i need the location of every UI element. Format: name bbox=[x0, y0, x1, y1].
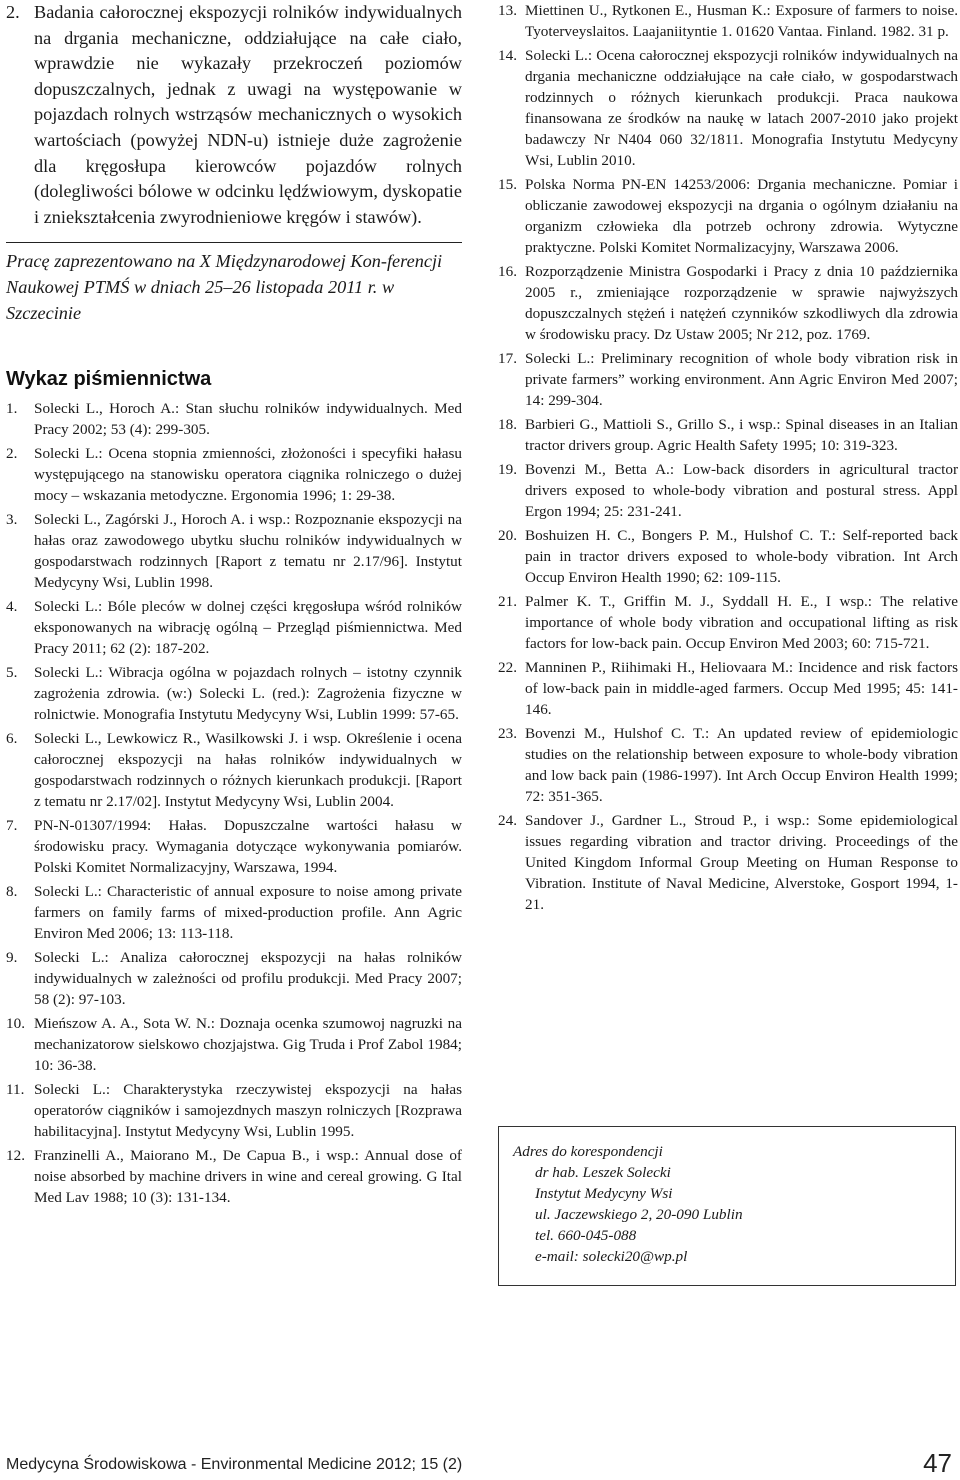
reference-item bbox=[498, 459, 958, 522]
reference-text: Manninen P., Riihimaki H., Heliovaara M.: Incidence and risk factors of low-back pain in middle-aged farmers. Occup Med 1995; 45: 141-146. bbox=[525, 659, 958, 718]
reference-item bbox=[6, 662, 462, 725]
reference-text: Solecki L.: Charakterystyka rzeczywistej ekspozycji na hałas operatorów ciągników i samojezdnych maszyn rolniczych [Rozprawa habilitacyjna]. Instytut Medycyny Wsi, Lublin 1995. bbox=[34, 1081, 462, 1141]
reference-item bbox=[498, 0, 958, 42]
reference-item bbox=[6, 398, 462, 440]
references-list-right bbox=[498, 0, 958, 915]
reference-item bbox=[6, 881, 462, 944]
reference-item bbox=[6, 509, 462, 593]
reference-text: Solecki L.: Ocena całorocznej ekspozycji rolników indywidualnych na drgania mechaniczne oddziałujące na całe ciało, w gospodarstwach rodzinnych o różnych kierunkach produkcji. Praca naukowa finansowana ze środków na naukę w latach 2007-2010 jako projekt badawczy Nr N404 060 32/1811. Monografia Instytutu Medycyny Wsi, Lublin 2010. bbox=[525, 47, 958, 169]
reference-text: PN-N-01307/1994: Hałas. Dopuszczalne wartości hałasu w środowisku pracy. Wymagania dotyczące wykonywania pomiarów. Polski Komitet Normalizacyjny, Warszawa, 1994. bbox=[34, 817, 462, 877]
correspondence-heading: Adres do korespondencji bbox=[513, 1143, 663, 1160]
reference-text: Boshuizen H. C., Bongers P. M., Hulshof C. T.: Self-reported back pain in tractor drivers exposed to whole-body vibration. Int Arch Occup Environ Health 1990; 62: 109-115. bbox=[525, 527, 958, 586]
presented-note: Pracę zaprezentowano na X Międzynarodowej Kon-ferencji Naukowej PTMŚ w dniach 25–26 listopada 2011 r. w Szczecinie bbox=[6, 251, 443, 323]
reference-item bbox=[498, 525, 958, 588]
reference-text: Solecki L., Zagórski J., Horoch A. i wsp.: Rozpoznanie ekspozycji na hałas oraz zawodowego ubytku słuchu rolników indywidualnych w gospodarstwach rodzinnych [Raport z tematu nr 2.17/96]. Instytut Medycyny Wsi, Lublin 1998. bbox=[34, 511, 462, 592]
reference-number: 17. bbox=[498, 350, 517, 367]
correspondence-box bbox=[498, 1126, 956, 1286]
reference-item bbox=[6, 1145, 462, 1208]
page-number: 47 bbox=[923, 1448, 952, 1478]
reference-text: Solecki L.: Ocena stopnia zmienności, złożoności i specyfiki hałasu występującego na stanowisku operatora ciągnika rolniczego o dużej mocy – wskazania metodyczne. Ergonomia 1996; 1: 29-38. bbox=[34, 445, 462, 505]
conclusion-paragraph bbox=[6, 0, 462, 230]
reference-number: 9. bbox=[6, 949, 18, 967]
reference-number: 19. bbox=[498, 461, 517, 478]
reference-text: Solecki L., Horoch A.: Stan słuchu rolników indywidualnych. Med Pracy 2002; 53 (4): 299-305. bbox=[34, 400, 462, 439]
reference-item bbox=[6, 1013, 462, 1076]
reference-number: 2. bbox=[6, 445, 18, 463]
reference-number: 7. bbox=[6, 817, 18, 835]
reference-item bbox=[6, 728, 462, 812]
correspondence-name: dr hab. Leszek Solecki bbox=[535, 1164, 671, 1181]
reference-item bbox=[6, 947, 462, 1010]
reference-text: Mieńszow A. A., Sota W. N.: Doznaja ocenka szumowoj nagruzki na mechanizatorow sielskowo chozjajstwa. Gig Truda i Prof Zabol 1984; 10: 36-38. bbox=[34, 1015, 462, 1075]
reference-item bbox=[6, 815, 462, 878]
reference-number: 24. bbox=[498, 812, 517, 829]
reference-text: Miettinen U., Rytkonen E., Husman K.: Exposure of farmers to noise. Tyoterveyslaitos. Laajaniityntie 1. 01620 Vantaa. Finland. 1982. 31 p. bbox=[525, 2, 958, 40]
reference-number: 15. bbox=[498, 176, 517, 193]
correspondence-email: e-mail: solecki20@wp.pl bbox=[535, 1248, 688, 1265]
reference-item bbox=[498, 591, 958, 654]
reference-text: Bovenzi M., Hulshof C. T.: An updated review of epidemiologic studies on the relationship between exposure to whole-body vibration and low back pain (1986-1997). Int Arch Occup Environ Health 1999; 72: 351-365. bbox=[525, 725, 958, 805]
reference-text: Bovenzi M., Betta A.: Low-back disorders in agricultural tractor drivers exposed to whole-body vibration and postural stress. Appl Ergon 1994; 25: 231-241. bbox=[525, 461, 958, 520]
right-column bbox=[498, 0, 958, 918]
reference-text: Barbieri G., Mattioli S., Grillo S., i wsp.: Spinal diseases in an Italian tractor drivers group. Agric Health Safety 1995; 10: 319-323. bbox=[525, 416, 958, 454]
reference-item bbox=[6, 596, 462, 659]
reference-number: 11. bbox=[6, 1081, 25, 1099]
reference-text: Solecki L.: Analiza całorocznej ekspozycji na hałas rolników indywidualnych w zależności od profilu produkcji. Med Pracy 2007; 58 (2): 97-103. bbox=[34, 949, 462, 1009]
reference-number: 4. bbox=[6, 598, 18, 616]
reference-text: Solecki L.: Wibracja ogólna w pojazdach rolnych – istotny czynnik zagrożenia zdrowia. (w:) Solecki L. (red.): Zagrożenia fizyczne w rolnictwie. Monografia Instytutu Medycyny Wsi, Lublin 1999: 57-65. bbox=[34, 664, 462, 724]
reference-number: 1. bbox=[6, 400, 18, 418]
reference-text: Solecki L.: Bóle pleców w dolnej części kręgosłupa wśród rolników eksponowanych na wibrację ogólną – Przegląd piśmiennictwa. Med Pracy 2011; 62 (2): 187-202. bbox=[34, 598, 462, 658]
reference-number: 6. bbox=[6, 730, 18, 748]
reference-number: 10. bbox=[6, 1015, 25, 1033]
reference-text: Palmer K. T., Griffin M. J., Syddall H. E., I wsp.: The relative importance of whole body vibration and occupational lifting as risk factors for low-back pain. Occup Environ Med 2003; 60: 715-721. bbox=[525, 593, 958, 652]
reference-number: 14. bbox=[498, 47, 517, 64]
reference-item bbox=[498, 261, 958, 345]
reference-item bbox=[498, 414, 958, 456]
reference-number: 21. bbox=[498, 593, 517, 610]
left-column bbox=[6, 0, 462, 1211]
reference-number: 18. bbox=[498, 416, 517, 433]
reference-item bbox=[498, 723, 958, 807]
reference-item bbox=[498, 348, 958, 411]
reference-number: 3. bbox=[6, 511, 18, 529]
journal-footer: Medycyna Środowiskowa - Environmental Medicine 2012; 15 (2) bbox=[6, 1456, 463, 1473]
reference-item bbox=[498, 657, 958, 720]
conclusion-number: 2. bbox=[6, 2, 20, 22]
correspondence-institution: Instytut Medycyny Wsi bbox=[535, 1185, 673, 1202]
reference-number: 12. bbox=[6, 1147, 25, 1165]
reference-text: Rozporządzenie Ministra Gospodarki i Pracy z dnia 10 października 2005 r., zmieniające rozporządzenie w sprawie najwyższych dopuszczalnych stężeń i natężeń czynników szkodliwych dla zdrowia w środowisku pracy. Dz Ustaw 2005; Nr 212, poz. 1769. bbox=[525, 263, 958, 343]
reference-item bbox=[498, 174, 958, 258]
correspondence-street: ul. Jaczewskiego 2, 20-090 Lublin bbox=[535, 1206, 743, 1223]
reference-text: Sandover J., Gardner L., Stroud P., i wsp.: Some epidemiological issues regarding vibration and tractor driving. Proceedings of the United Kingdom Informal Group Meeting on Human Response to Vibration. Institute of Naval Medicine, Alverstoke, Gosport 1994, 1-21. bbox=[525, 812, 958, 913]
reference-number: 22. bbox=[498, 659, 517, 676]
reference-number: 20. bbox=[498, 527, 517, 544]
correspondence-phone: tel. 660-045-088 bbox=[535, 1227, 637, 1244]
reference-number: 13. bbox=[498, 2, 517, 19]
references-list-left bbox=[6, 398, 462, 1208]
separator-rule bbox=[6, 242, 462, 243]
reference-item bbox=[6, 443, 462, 506]
conclusion-text: Badania całorocznej ekspozycji rolników indywidualnych na drgania mechaniczne, oddziałujące na całe ciało, wprawdzie nie wykazały przekroczeń poziomów dopuszczalnych, jednak z uwagi na występowanie w pojazdach rolnych wstrząsów mechanicznych o wysokich wartościach (powyżej NDN-u) istnieje duże zagrożenie dla kręgosłupa kierowców pojazdów rolnych (dolegliwości bólowe w odcinku lędźwiowym, dyskopatie i zniekształcenia zwyrodnieniowe kręgów i stawów). bbox=[34, 2, 462, 227]
reference-item bbox=[6, 1079, 462, 1142]
reference-number: 23. bbox=[498, 725, 517, 742]
reference-text: Solecki L.: Preliminary recognition of whole body vibration risk in private farmers” working environment. Ann Agric Environ Med 2007; 14: 299-304. bbox=[525, 350, 958, 409]
references-heading: Wykaz piśmiennictwa bbox=[6, 368, 212, 391]
reference-text: Solecki L.: Characteristic of annual exposure to noise among private farmers on family farms of mixed-production profile. Ann Agric Environ Med 2006; 13: 113-118. bbox=[34, 883, 462, 943]
reference-text: Polska Norma PN-EN 14253/2006: Drgania mechaniczne. Pomiar i obliczanie zawodowej ekspozycji na drgania o ogólnym działaniu na organizm człowieka dla potrzeb ochrony zdrowia. Wytyczne praktyczne. Polski Komitet Normalizacyjny, Warszawa 2006. bbox=[525, 176, 958, 256]
reference-text: Franzinelli A., Maiorano M., De Capua B., i wsp.: Annual dose of noise absorbed by machine drivers in wine and cereal growing. G Ital Med Lav 1988; 10 (3): 131-134. bbox=[34, 1147, 462, 1207]
reference-number: 5. bbox=[6, 664, 18, 682]
reference-text: Solecki L., Lewkowicz R., Wasilkowski J. i wsp. Określenie i ocena całorocznej ekspozycji na hałas rolników indywidualnych w gospodarstwach rodzinnych o różnych kierunkach produkcji. [Raport z tematu nr 2.17/02]. Instytut Medycyny Wsi, Lublin 2004. bbox=[34, 730, 462, 811]
reference-item bbox=[498, 810, 958, 915]
reference-number: 16. bbox=[498, 263, 517, 280]
reference-item bbox=[498, 45, 958, 171]
reference-number: 8. bbox=[6, 883, 18, 901]
